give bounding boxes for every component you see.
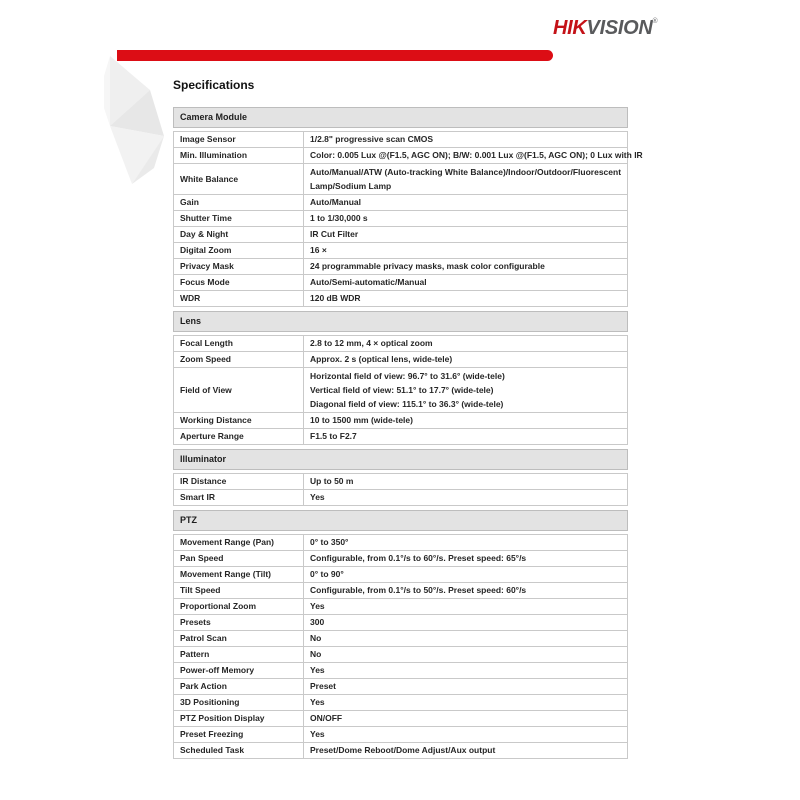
logo-text-hik: HIK	[553, 17, 587, 39]
spec-label: Gain	[174, 195, 304, 211]
spec-value	[304, 291, 628, 307]
spec-label: Day & Night	[174, 227, 304, 243]
spec-label: Tilt Speed	[174, 583, 304, 599]
section-lens	[173, 311, 628, 445]
page-title: Specifications	[173, 78, 255, 92]
spec-row	[174, 490, 628, 506]
spec-row	[174, 583, 628, 599]
section-header-camera-module: Camera Module	[173, 107, 628, 128]
spec-value	[304, 211, 628, 227]
spec-row	[174, 615, 628, 631]
spec-table-ptz	[173, 534, 628, 759]
spec-label: Field of View	[174, 368, 304, 413]
spec-value	[304, 474, 628, 490]
spec-row	[174, 243, 628, 259]
spec-label: Zoom Speed	[174, 352, 304, 368]
spec-value	[304, 599, 628, 615]
spec-label: Aperture Range	[174, 429, 304, 445]
spec-label: Privacy Mask	[174, 259, 304, 275]
spec-label: Focus Mode	[174, 275, 304, 291]
spec-value-text: 1 to 1/30,000 s	[310, 213, 368, 223]
spec-row	[174, 474, 628, 490]
spec-label: Preset Freezing	[174, 727, 304, 743]
spec-label: Pattern	[174, 647, 304, 663]
spec-value-text: 24 programmable privacy masks, mask color configurable	[310, 261, 545, 271]
spec-row	[174, 211, 628, 227]
section-header-illuminator: Illuminator	[173, 449, 628, 470]
spec-value	[304, 368, 628, 413]
spec-value-text: 300	[310, 617, 325, 627]
spec-row	[174, 695, 628, 711]
spec-row	[174, 132, 628, 148]
spec-label: WDR	[174, 291, 304, 307]
spec-row	[174, 148, 628, 164]
spec-value-text: Preset/Dome Reboot/Dome Adjust/Aux output	[310, 745, 496, 755]
spec-label: Scheduled Task	[174, 743, 304, 759]
spec-label: Movement Range (Tilt)	[174, 567, 304, 583]
spec-value	[304, 259, 628, 275]
spec-row	[174, 567, 628, 583]
spec-row	[174, 275, 628, 291]
spec-value	[304, 164, 628, 195]
spec-value-text: IR Cut Filter	[310, 229, 359, 239]
spec-value	[304, 551, 628, 567]
spec-row	[174, 535, 628, 551]
spec-label: PTZ Position Display	[174, 711, 304, 727]
spec-value	[304, 567, 628, 583]
spec-row	[174, 679, 628, 695]
spec-label: IR Distance	[174, 474, 304, 490]
spec-value-text: 10 to 1500 mm (wide-tele)	[310, 415, 413, 425]
spec-label: Park Action	[174, 679, 304, 695]
spec-value	[304, 647, 628, 663]
spec-value-line: Horizontal field of view: 96.7° to 31.6° (wide-tele)	[310, 371, 505, 381]
hikvision-logo	[553, 17, 657, 40]
section-ptz	[173, 510, 628, 759]
section-illuminator	[173, 449, 628, 506]
spec-value-text: Yes	[310, 729, 325, 739]
spec-row	[174, 743, 628, 759]
spec-label: Digital Zoom	[174, 243, 304, 259]
spec-value	[304, 743, 628, 759]
spec-label: Proportional Zoom	[174, 599, 304, 615]
spec-value-line: Vertical field of view: 51.1° to 17.7° (wide-tele)	[310, 385, 494, 395]
spec-value-line: Auto/Manual/ATW (Auto-tracking White Balance)/Indoor/Outdoor/Fluorescent	[310, 167, 622, 177]
spec-value	[304, 243, 628, 259]
spec-value-text: 0° to 350°	[310, 537, 349, 547]
spec-table-illuminator	[173, 473, 628, 506]
spec-row	[174, 164, 628, 195]
spec-value	[304, 195, 628, 211]
spec-value-text: Yes	[310, 601, 325, 611]
spec-row	[174, 551, 628, 567]
spec-row	[174, 599, 628, 615]
spec-value-text: No	[310, 649, 322, 659]
spec-row	[174, 227, 628, 243]
spec-value-text: Approx. 2 s (optical lens, wide-tele)	[310, 354, 453, 364]
spec-value	[304, 490, 628, 506]
spec-value	[304, 227, 628, 243]
spec-label: White Balance	[174, 164, 304, 195]
spec-row	[174, 631, 628, 647]
spec-value	[304, 336, 628, 352]
spec-label: Shutter Time	[174, 211, 304, 227]
spec-value	[304, 615, 628, 631]
spec-value-text: Auto/Semi-automatic/Manual	[310, 277, 427, 287]
spec-value-text: 2.8 to 12 mm, 4 × optical zoom	[310, 338, 433, 348]
spec-value	[304, 275, 628, 291]
spec-row	[174, 291, 628, 307]
spec-value-text: Color: 0.005 Lux @(F1.5, AGC ON); B/W: 0.001 Lux @(F1.5, AGC ON); 0 Lux with IR	[310, 150, 643, 160]
spec-value	[304, 631, 628, 647]
spec-row	[174, 259, 628, 275]
red-accent-bar	[117, 50, 553, 61]
spec-value-text: Auto/Manual	[310, 197, 361, 207]
spec-label: Patrol Scan	[174, 631, 304, 647]
spec-value	[304, 583, 628, 599]
spec-value-line: Diagonal field of view: 115.1° to 36.3° (wide-tele)	[310, 399, 504, 409]
watermark-graphic	[104, 56, 179, 196]
spec-table-camera-module	[173, 131, 643, 307]
spec-value-text: ON/OFF	[310, 713, 343, 723]
spec-value-text: Yes	[310, 697, 325, 707]
spec-value-text: F1.5 to F2.7	[310, 431, 357, 441]
spec-row	[174, 368, 628, 413]
spec-label: Min. Illumination	[174, 148, 304, 164]
spec-value-text: 1/2.8" progressive scan CMOS	[310, 134, 434, 144]
spec-row	[174, 413, 628, 429]
section-camera-module	[173, 107, 643, 307]
spec-label: Image Sensor	[174, 132, 304, 148]
spec-value-text: Preset	[310, 681, 336, 691]
spec-value-text: 16 ×	[310, 245, 327, 255]
spec-label: Movement Range (Pan)	[174, 535, 304, 551]
spec-value	[304, 695, 628, 711]
section-header-lens: Lens	[173, 311, 628, 332]
spec-value-text: No	[310, 633, 322, 643]
spec-label: 3D Positioning	[174, 695, 304, 711]
spec-value	[304, 727, 628, 743]
logo-text-vision: VISION	[586, 17, 653, 39]
spec-value-text: Up to 50 m	[310, 476, 354, 486]
spec-row	[174, 663, 628, 679]
spec-label: Working Distance	[174, 413, 304, 429]
spec-value	[304, 429, 628, 445]
section-header-ptz: PTZ	[173, 510, 628, 531]
spec-value-text: 120 dB WDR	[310, 293, 361, 303]
spec-row	[174, 195, 628, 211]
spec-value-line: Lamp/Sodium Lamp	[310, 181, 392, 191]
spec-value	[304, 535, 628, 551]
spec-row	[174, 352, 628, 368]
spec-row	[174, 711, 628, 727]
specs-tables	[173, 107, 643, 759]
spec-label: Smart IR	[174, 490, 304, 506]
spec-value-text: Configurable, from 0.1°/s to 60°/s. Preset speed: 65°/s	[310, 553, 527, 563]
spec-value	[304, 711, 628, 727]
spec-value-text: 0° to 90°	[310, 569, 344, 579]
spec-label: Power-off Memory	[174, 663, 304, 679]
spec-value	[304, 663, 628, 679]
spec-value	[304, 132, 628, 148]
spec-label: Presets	[174, 615, 304, 631]
spec-value-text: Yes	[310, 492, 325, 502]
spec-value	[304, 679, 628, 695]
spec-value-text: Configurable, from 0.1°/s to 50°/s. Preset speed: 60°/s	[310, 585, 527, 595]
spec-value	[304, 148, 643, 164]
spec-row	[174, 727, 628, 743]
spec-row	[174, 429, 628, 445]
spec-table-lens	[173, 335, 628, 445]
registered-trademark-icon: ®	[652, 18, 658, 25]
spec-value	[304, 413, 628, 429]
spec-label: Pan Speed	[174, 551, 304, 567]
spec-label: Focal Length	[174, 336, 304, 352]
spec-value	[304, 352, 628, 368]
spec-row	[174, 647, 628, 663]
spec-row	[174, 336, 628, 352]
spec-value-text: Yes	[310, 665, 325, 675]
